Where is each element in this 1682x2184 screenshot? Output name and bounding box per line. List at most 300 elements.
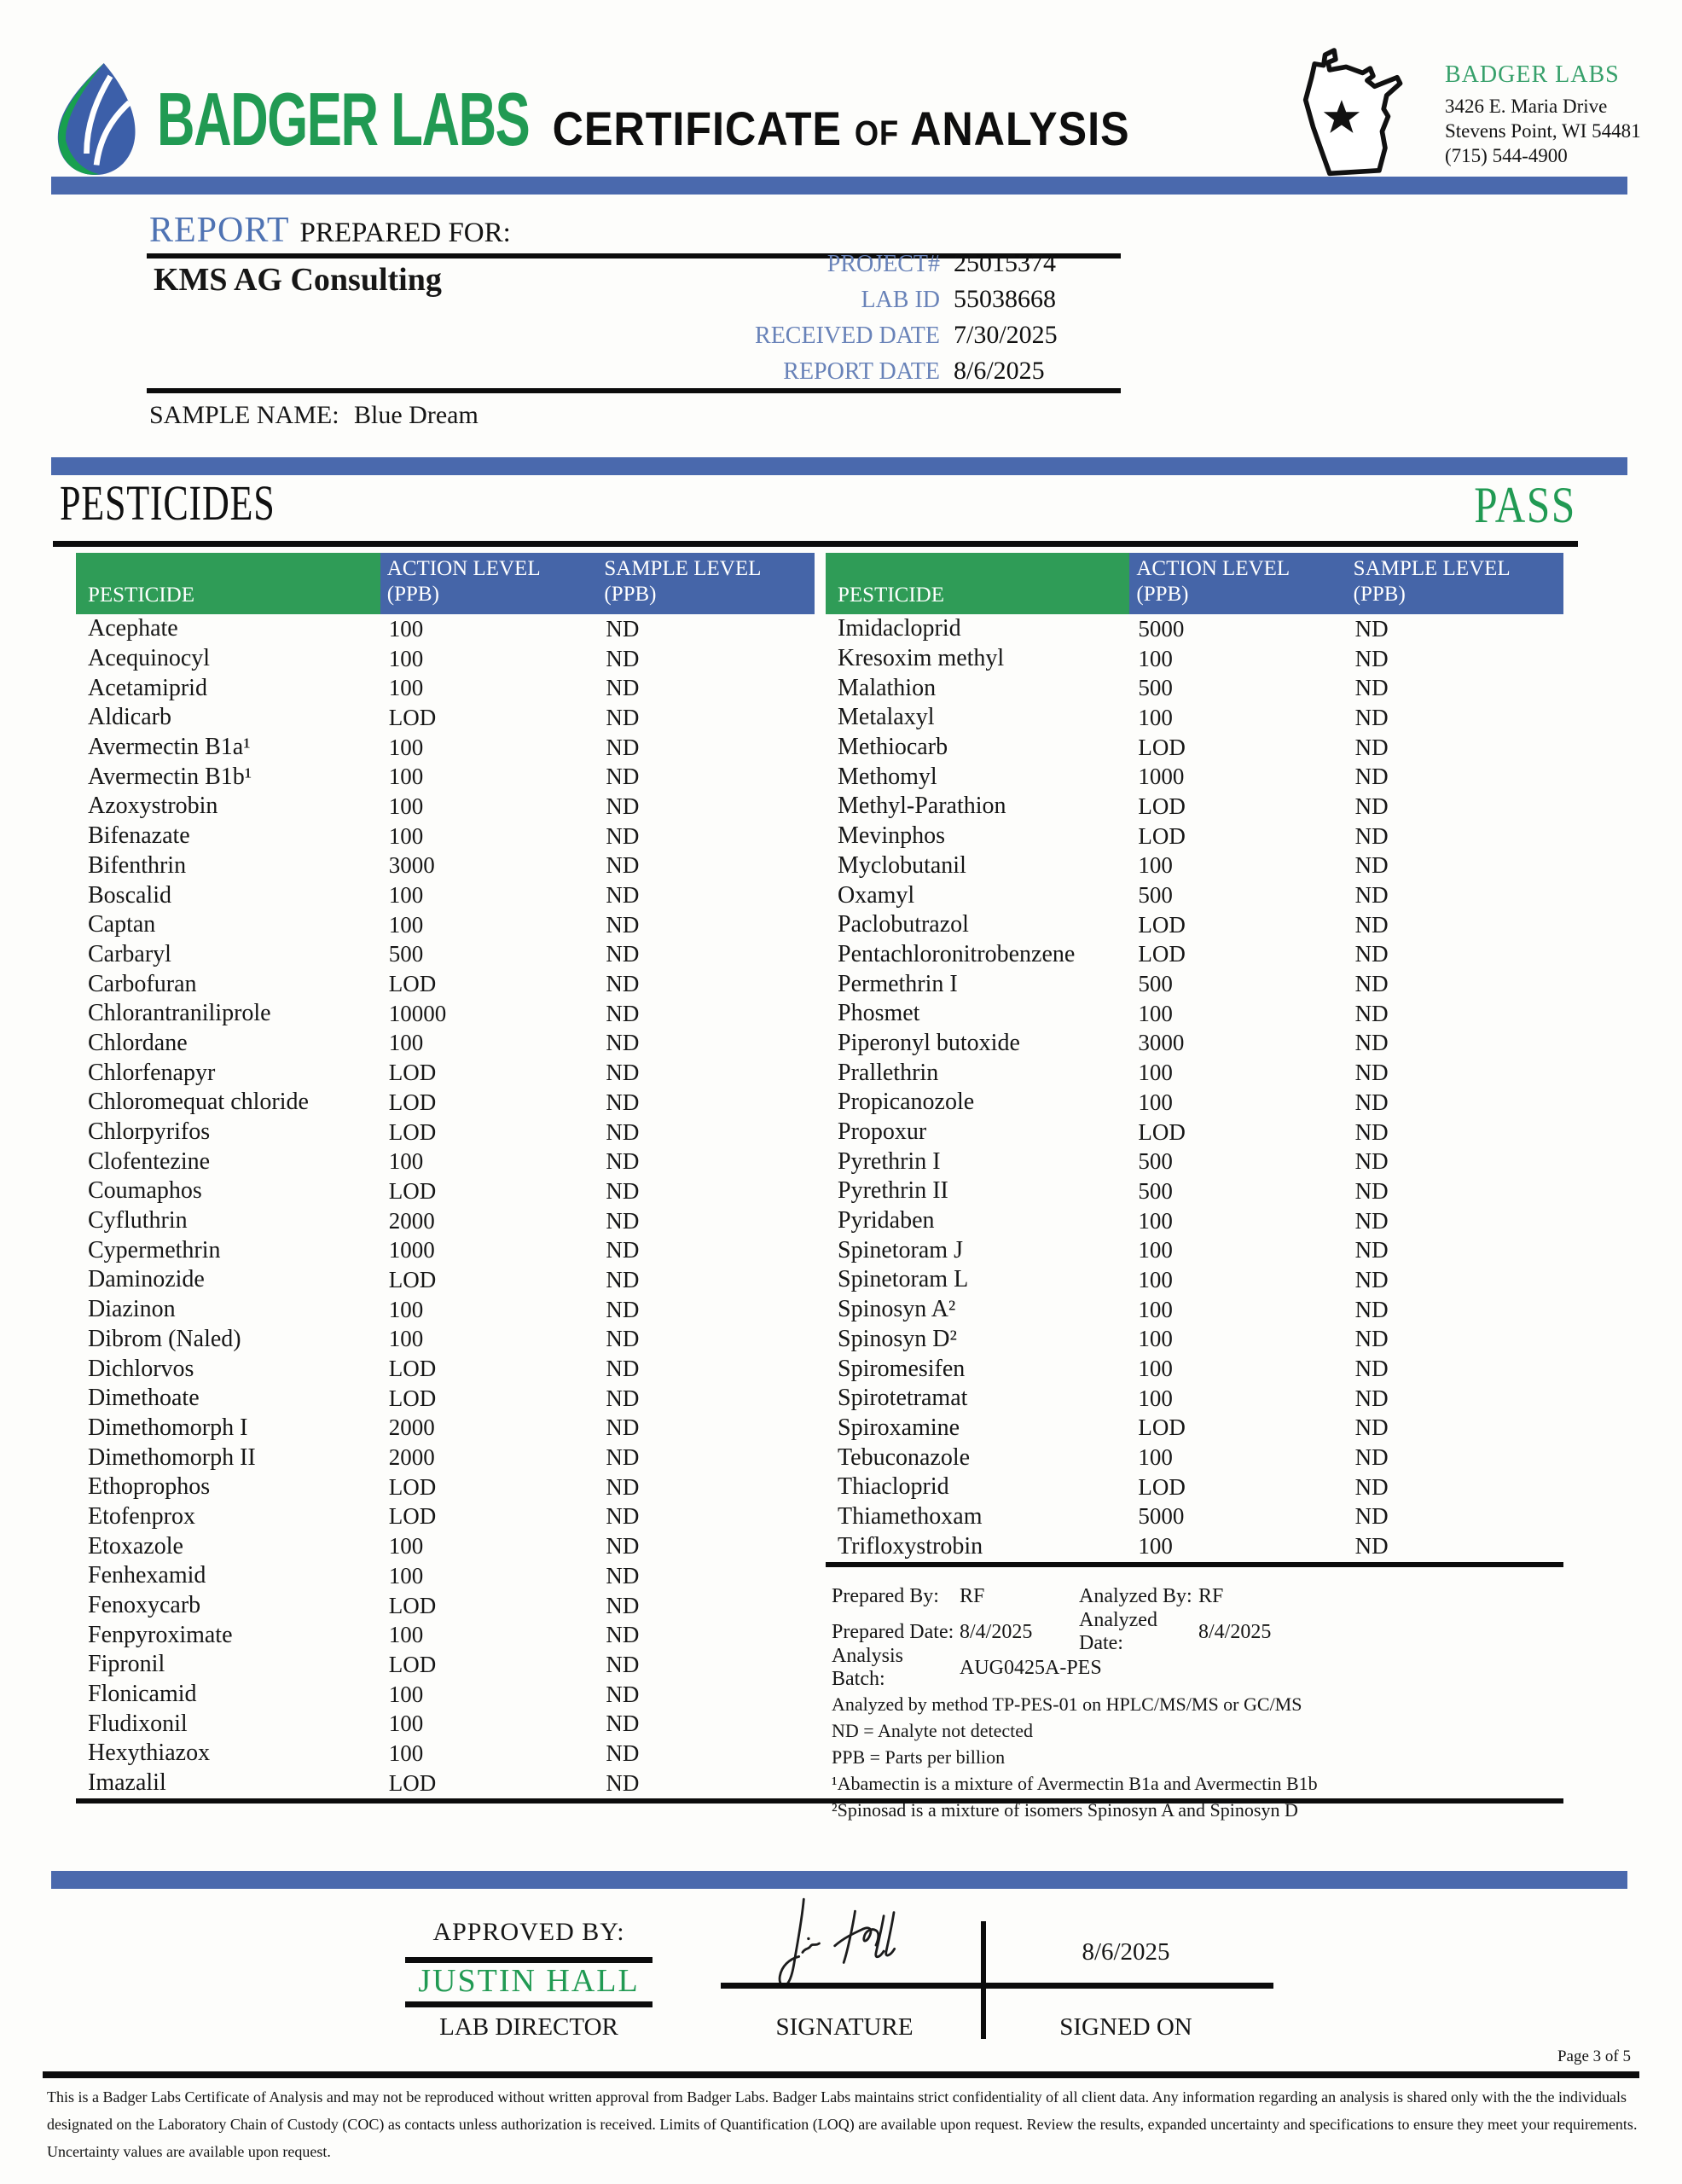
action-level: 100 <box>388 822 424 849</box>
pesticide-name: Clofentezine <box>88 1147 211 1175</box>
column-header-sample-level: SAMPLE LEVEL (PPB) <box>1347 553 1563 614</box>
sample-level: ND <box>606 1533 640 1560</box>
action-level: LOD <box>388 1503 437 1530</box>
client-name: KMS AG Consulting <box>154 262 442 298</box>
sample-level: ND <box>606 1681 640 1707</box>
pesticide-row <box>826 1531 1563 1561</box>
footer-rule <box>43 2071 1639 2078</box>
pesticide-row <box>826 1029 1563 1059</box>
lab-address-line2: Stevens Point, WI 54481 <box>1445 120 1641 142</box>
pesticide-row <box>826 644 1563 674</box>
action-level: 100 <box>1138 1237 1173 1263</box>
action-level: 500 <box>1138 1148 1173 1175</box>
pesticide-name: Thiacloprid <box>838 1473 949 1501</box>
pesticide-name: Spinetoram L <box>838 1266 969 1293</box>
action-level: 5000 <box>1138 1503 1185 1530</box>
action-level: 500 <box>388 941 424 967</box>
sample-level: ND <box>606 764 640 790</box>
pesticide-name: Methiocarb <box>838 734 948 761</box>
sample-level: ND <box>606 734 640 760</box>
action-level: 100 <box>388 1711 424 1737</box>
pesticide-name: Trifloxystrobin <box>838 1532 983 1560</box>
prepared-date-value: 8/4/2025 <box>960 1620 1033 1643</box>
page-number: Page 3 of 5 <box>1557 2048 1631 2065</box>
pesticide-row <box>76 1561 815 1591</box>
sample-level: ND <box>1354 1414 1389 1441</box>
pesticide-name: Spinetoram J <box>838 1236 963 1263</box>
pesticide-row <box>826 792 1563 822</box>
sample-level: ND <box>606 1356 640 1382</box>
report-fields <box>597 246 1122 389</box>
pesticide-row <box>826 1325 1563 1355</box>
sample-level: ND <box>1354 734 1389 760</box>
analyzed-by-label: Analyzed By: <box>1079 1584 1192 1607</box>
action-level: LOD <box>1138 734 1186 760</box>
analysis-note: ¹Abamectin is a mixture of Avermectin B1a and Avermectin B1b <box>832 1773 1318 1794</box>
pesticide-row <box>76 1147 815 1176</box>
column-header-sample-level: SAMPLE LEVEL (PPB) <box>597 553 815 614</box>
sample-level: ND <box>1354 911 1389 938</box>
rule-under-right-table <box>826 1562 1563 1567</box>
action-level: 100 <box>388 1296 424 1322</box>
pesticide-name: Chlordane <box>88 1029 188 1056</box>
action-level: 100 <box>1138 1533 1173 1560</box>
sample-level: ND <box>606 1414 640 1441</box>
action-level: 2000 <box>388 1414 435 1441</box>
action-level: 100 <box>388 1148 424 1175</box>
action-level: LOD <box>1138 1118 1186 1145</box>
action-level: 500 <box>1138 675 1173 701</box>
pesticide-row <box>76 1769 815 1798</box>
field-label: REPORT DATE <box>783 358 940 385</box>
pesticide-table-left <box>76 553 815 1798</box>
analysis-batch-row <box>832 1645 1565 1690</box>
pesticide-row <box>76 614 815 644</box>
action-level: 100 <box>388 675 424 701</box>
action-level: LOD <box>1138 793 1186 819</box>
action-level: 100 <box>1138 1326 1173 1352</box>
action-level: 100 <box>1138 1356 1173 1382</box>
sample-level: ND <box>606 1296 640 1322</box>
pesticide-row <box>826 1206 1563 1236</box>
pesticide-name: Metalaxyl <box>838 704 935 731</box>
pesticide-name: Boscalid <box>88 881 171 909</box>
pesticide-name: Kresoxim methyl <box>838 645 1005 672</box>
pesticide-row <box>76 1325 815 1355</box>
sample-level: ND <box>606 822 640 849</box>
pesticide-name: Hexythiazox <box>88 1740 211 1767</box>
sample-level: ND <box>1354 1000 1389 1026</box>
pesticide-row <box>826 1176 1563 1206</box>
sample-level: ND <box>606 675 640 701</box>
analysis-batch-label: Analysis Batch: <box>832 1645 903 1690</box>
prepared-for-label: PREPARED FOR: <box>299 218 511 248</box>
sample-level: ND <box>1354 1296 1389 1322</box>
signature-icon <box>762 1896 942 1991</box>
action-level: 1000 <box>388 1237 435 1263</box>
action-level: 5000 <box>1138 615 1185 642</box>
action-level: LOD <box>1138 1414 1186 1441</box>
pesticide-name: Coumaphos <box>88 1177 202 1205</box>
analyzed-by-value: RF <box>1198 1584 1224 1607</box>
action-level: 100 <box>388 615 424 642</box>
pesticide-name: Fenpyroximate <box>88 1621 233 1648</box>
approver-name: JUSTIN HALL <box>418 1963 640 1999</box>
pesticide-row <box>826 762 1563 792</box>
action-level: LOD <box>388 704 437 730</box>
pesticide-row <box>76 1620 815 1650</box>
action-level: LOD <box>388 1473 437 1500</box>
report-word: REPORT <box>149 211 290 250</box>
sample-level: ND <box>1354 1266 1389 1292</box>
column-header-action-level: ACTION LEVEL (PPB) <box>1129 553 1346 614</box>
pesticide-table-right <box>826 553 1563 1561</box>
pesticide-name: Fipronil <box>88 1651 165 1678</box>
pesticide-name: Chlorantraniliprole <box>88 1000 271 1027</box>
sample-level: ND <box>1354 764 1389 790</box>
sample-level: ND <box>1354 615 1389 642</box>
pesticide-row <box>826 910 1563 940</box>
title-part2: ANALYSIS <box>910 102 1130 155</box>
field-value: 25015374 <box>954 249 1056 277</box>
field-value: 7/30/2025 <box>954 321 1058 349</box>
pesticide-name: Paclobutrazol <box>838 911 969 938</box>
sample-level: ND <box>1354 1089 1389 1115</box>
status-badge-pass: PASS <box>1474 477 1576 533</box>
action-level: 100 <box>388 1533 424 1560</box>
pesticide-row <box>76 1206 815 1236</box>
pesticide-name: Imazalil <box>88 1769 166 1797</box>
pesticide-row <box>76 1739 815 1769</box>
pesticide-row <box>76 1591 815 1621</box>
pesticide-name: Chlorpyrifos <box>88 1118 211 1146</box>
action-level: 100 <box>388 764 424 790</box>
report-prepared-for <box>149 210 511 251</box>
pesticide-name: Ethoprophos <box>88 1473 211 1501</box>
pesticide-row <box>826 822 1563 851</box>
pesticide-name: Carbaryl <box>88 940 171 967</box>
pesticide-name: Propoxur <box>838 1118 927 1146</box>
table-header-left <box>76 553 815 614</box>
action-level: 100 <box>1138 1089 1173 1115</box>
sample-level: ND <box>606 645 640 671</box>
pesticide-name: Pyrethrin II <box>838 1177 948 1205</box>
action-level: LOD <box>388 1177 437 1204</box>
action-level: LOD <box>1138 911 1186 938</box>
action-level: LOD <box>1138 822 1186 849</box>
pesticide-name: Permethrin I <box>838 970 958 997</box>
sample-level: ND <box>606 1148 640 1175</box>
pesticide-name: Acephate <box>88 615 178 642</box>
pesticide-row <box>76 1531 815 1561</box>
pesticide-name: Spinosyn D² <box>838 1325 957 1352</box>
sample-level: ND <box>1354 1356 1389 1382</box>
analysis-note: ²Spinosad is a mixture of isomers Spinosyn A and Spinosyn D <box>832 1799 1298 1821</box>
pesticide-row <box>826 880 1563 910</box>
pesticide-row <box>826 1147 1563 1176</box>
sample-level: ND <box>606 1089 640 1115</box>
title-of: OF <box>854 113 899 153</box>
pesticide-row <box>76 880 815 910</box>
action-level: 100 <box>1138 1000 1173 1026</box>
pesticide-name: Methomyl <box>838 763 937 790</box>
sample-level: ND <box>606 941 640 967</box>
field-label: RECEIVED DATE <box>755 322 940 349</box>
sample-level: ND <box>1354 1030 1389 1056</box>
pesticide-name: Prallethrin <box>838 1059 939 1086</box>
sample-level: ND <box>1354 1473 1389 1500</box>
pesticide-row <box>826 1443 1563 1472</box>
action-level: LOD <box>388 1060 437 1086</box>
lab-address-block <box>1266 44 1641 195</box>
sample-level: ND <box>606 1237 640 1263</box>
action-level: 3000 <box>388 852 435 879</box>
pesticide-name: Aldicarb <box>88 704 171 731</box>
sample-level: ND <box>606 1651 640 1677</box>
sample-level: ND <box>606 1473 640 1500</box>
pesticide-row <box>826 1384 1563 1414</box>
action-level: 100 <box>388 1562 424 1589</box>
action-level: 2000 <box>388 1207 435 1234</box>
column-header-pesticide: PESTICIDE <box>826 553 1129 614</box>
sample-level: ND <box>1354 971 1389 997</box>
action-level: 100 <box>388 1030 424 1056</box>
pesticide-name: Acetamiprid <box>88 674 207 701</box>
pesticide-name: Dichlorvos <box>88 1355 194 1382</box>
pesticide-row <box>76 1414 815 1443</box>
sample-level: ND <box>1354 793 1389 819</box>
pesticide-name: Methyl-Parathion <box>838 793 1006 820</box>
pesticide-row <box>826 1414 1563 1443</box>
pesticide-row <box>76 1384 815 1414</box>
action-level: LOD <box>388 1118 437 1145</box>
pesticide-name: Pentachloronitrobenzene <box>838 940 1076 967</box>
pesticide-row <box>826 1235 1563 1265</box>
sample-level: ND <box>606 1769 640 1796</box>
action-level: 100 <box>1138 1207 1173 1234</box>
sample-level: ND <box>606 1118 640 1145</box>
pesticide-name: Propicanozole <box>838 1089 975 1116</box>
pesticide-name: Daminozide <box>88 1266 205 1293</box>
rule-above-sample <box>147 388 1121 393</box>
pesticide-name: Imidacloprid <box>838 615 961 642</box>
lab-name: BADGER LABS <box>1445 61 1620 88</box>
action-level: 100 <box>1138 1444 1173 1471</box>
sample-level: ND <box>1354 675 1389 701</box>
pesticide-row <box>76 1265 815 1295</box>
sample-level: ND <box>1354 1237 1389 1263</box>
report-field-row <box>597 282 1122 317</box>
field-label: PROJECT# <box>826 251 940 277</box>
action-level: LOD <box>388 1356 437 1382</box>
action-level: LOD <box>388 971 437 997</box>
sample-level: ND <box>606 793 640 819</box>
sample-level: ND <box>606 882 640 909</box>
pesticide-name: Piperonyl butoxide <box>838 1029 1020 1056</box>
table-body-right <box>826 614 1563 1561</box>
pesticide-name: Spiromesifen <box>838 1355 966 1382</box>
pesticide-name: Cypermethrin <box>88 1236 221 1263</box>
pesticide-name: Carbofuran <box>88 970 197 997</box>
sample-level: ND <box>606 1444 640 1471</box>
action-level: 100 <box>1138 1266 1173 1292</box>
sample-level: ND <box>1354 1060 1389 1086</box>
pesticide-name: Etoxazole <box>88 1532 183 1560</box>
pesticide-row <box>826 1265 1563 1295</box>
action-level: 100 <box>388 1622 424 1648</box>
pesticide-name: Oxamyl <box>838 881 915 909</box>
action-level: 100 <box>388 911 424 938</box>
action-level: 100 <box>388 645 424 671</box>
pesticide-row <box>76 910 815 940</box>
pesticide-row <box>76 644 815 674</box>
pesticide-name: Tebuconazole <box>838 1443 971 1471</box>
pesticide-name: Thiamethoxam <box>838 1502 983 1530</box>
analysis-batch-value: AUG0425A-PES <box>960 1656 1102 1679</box>
table-body-left <box>76 614 815 1798</box>
action-level: 100 <box>1138 1060 1173 1086</box>
sample-name-value: Blue Dream <box>354 401 478 429</box>
sample-level: ND <box>1354 645 1389 671</box>
action-level: 100 <box>1138 852 1173 879</box>
action-level: LOD <box>388 1592 437 1618</box>
pesticide-row <box>76 940 815 970</box>
sample-level: ND <box>606 1711 640 1737</box>
divider-bar-top <box>51 177 1627 195</box>
sample-level: ND <box>606 1326 640 1352</box>
approved-by-label: APPROVED BY: <box>432 1918 625 1946</box>
sample-level: ND <box>606 704 640 730</box>
sample-level: ND <box>606 1503 640 1530</box>
action-level: 500 <box>1138 1177 1173 1204</box>
signed-date: 8/6/2025 <box>1082 1938 1170 1966</box>
pesticide-row <box>826 703 1563 733</box>
sample-level: ND <box>606 1266 640 1292</box>
pesticide-row <box>826 1058 1563 1088</box>
rule-below-approver <box>405 2001 652 2007</box>
pesticide-row <box>76 733 815 763</box>
pesticide-name: Dibrom (Naled) <box>88 1325 241 1352</box>
analysis-metadata <box>832 1578 1565 1823</box>
sample-level: ND <box>1354 1533 1389 1560</box>
pesticide-row <box>826 969 1563 999</box>
action-level: LOD <box>1138 1473 1186 1500</box>
signature-divider <box>981 1921 986 2039</box>
sample-level: ND <box>1354 1326 1389 1352</box>
pesticide-row <box>826 999 1563 1029</box>
pesticide-name: Dimethomorph I <box>88 1414 248 1441</box>
sample-name-label: SAMPLE NAME: <box>149 401 339 429</box>
disclaimer-text: This is a Badger Labs Certificate of Analysis and may not be reproduced without written approval from Badger Labs. Badger Labs maintains strict confidentiality of all client data. Any information regarding an analysis is shared only with the the individuals designated on the Laboratory Chain of Custody (COC) as contacts unless authorization is received. Limits of Quantification (LOQ) are available upon request. Review the results, expanded uncertainty and specifications to ensure they meet your requirements. Uncertainty values are available upon request. <box>47 2088 1638 2160</box>
sample-level: ND <box>1354 1177 1389 1204</box>
pesticide-name: Cyfluthrin <box>88 1207 188 1234</box>
analyzed-date-value: 8/4/2025 <box>1198 1620 1272 1643</box>
report-field-row <box>597 317 1122 353</box>
pesticide-name: Acequinocyl <box>88 645 211 672</box>
pesticide-row <box>76 1354 815 1384</box>
action-level: 10000 <box>388 1000 447 1026</box>
rule-under-section-title <box>53 541 1578 547</box>
pesticide-row <box>826 614 1563 644</box>
pesticide-row <box>826 940 1563 970</box>
sample-level: ND <box>1354 1148 1389 1175</box>
pesticide-row <box>76 792 815 822</box>
pesticide-row <box>76 999 815 1029</box>
prepared-by-label: Prepared By: <box>832 1584 939 1607</box>
pesticide-row <box>826 1118 1563 1147</box>
pesticide-name: Flonicamid <box>88 1681 197 1708</box>
sample-level: ND <box>1354 1444 1389 1471</box>
pesticide-name: Avermectin B1b¹ <box>88 763 252 790</box>
pesticide-row <box>76 1088 815 1118</box>
action-level: 100 <box>388 1326 424 1352</box>
column-header-pesticide: PESTICIDE <box>76 553 380 614</box>
pesticide-row <box>76 1472 815 1502</box>
pesticide-row <box>76 1058 815 1088</box>
pesticide-row <box>826 1472 1563 1502</box>
field-label: LAB ID <box>861 287 940 313</box>
wisconsin-state-icon <box>1266 44 1441 195</box>
sample-level: ND <box>1354 1207 1389 1234</box>
pesticide-row <box>76 1709 815 1739</box>
pesticide-name: Myclobutanil <box>838 851 966 879</box>
action-level: 2000 <box>388 1444 435 1471</box>
analysis-note: PPB = Parts per billion <box>832 1746 1006 1768</box>
pesticide-row <box>76 1235 815 1265</box>
sample-level: ND <box>606 971 640 997</box>
sample-level: ND <box>606 1177 640 1204</box>
pesticide-row <box>76 1176 815 1206</box>
analysis-notes <box>832 1691 1565 1823</box>
sample-level: ND <box>606 1562 640 1589</box>
action-level: 3000 <box>1138 1030 1185 1056</box>
sample-level: ND <box>606 852 640 879</box>
sample-level: ND <box>606 615 640 642</box>
action-level: LOD <box>1138 941 1186 967</box>
action-level: 100 <box>1138 1385 1173 1411</box>
pesticide-name: Fenhexamid <box>88 1562 206 1589</box>
pesticide-row <box>76 703 815 733</box>
sample-level: ND <box>1354 852 1389 879</box>
action-level: 100 <box>388 1740 424 1766</box>
pesticide-name: Spiroxamine <box>838 1414 960 1441</box>
pesticide-row <box>826 1088 1563 1118</box>
pesticide-name: Diazinon <box>88 1296 176 1323</box>
pesticide-row <box>76 822 815 851</box>
pesticide-name: Avermectin B1a¹ <box>88 734 251 761</box>
pesticide-row <box>76 762 815 792</box>
action-level: LOD <box>388 1266 437 1292</box>
action-level: 100 <box>388 734 424 760</box>
pesticide-row <box>76 1680 815 1710</box>
action-level: 100 <box>388 793 424 819</box>
lab-phone: (715) 544-4900 <box>1445 145 1568 166</box>
analysis-note: Analyzed by method TP-PES-01 on HPLC/MS/MS or GC/MS <box>832 1693 1302 1715</box>
action-level: LOD <box>388 1651 437 1677</box>
sample-level: ND <box>606 1740 640 1766</box>
pesticide-name: Dimethoate <box>88 1385 200 1412</box>
pesticide-row <box>826 733 1563 763</box>
logo-wordmark: BADGER LABS <box>157 77 530 161</box>
sample-level: ND <box>1354 1503 1389 1530</box>
pesticide-row <box>826 1295 1563 1325</box>
pesticide-name: Captan <box>88 911 156 938</box>
pesticide-name: Azoxystrobin <box>88 793 218 820</box>
sample-level: ND <box>606 1207 640 1234</box>
report-field-row <box>597 353 1122 389</box>
pesticide-name: Chlorfenapyr <box>88 1059 216 1086</box>
pesticide-name: Pyridaben <box>838 1207 935 1234</box>
